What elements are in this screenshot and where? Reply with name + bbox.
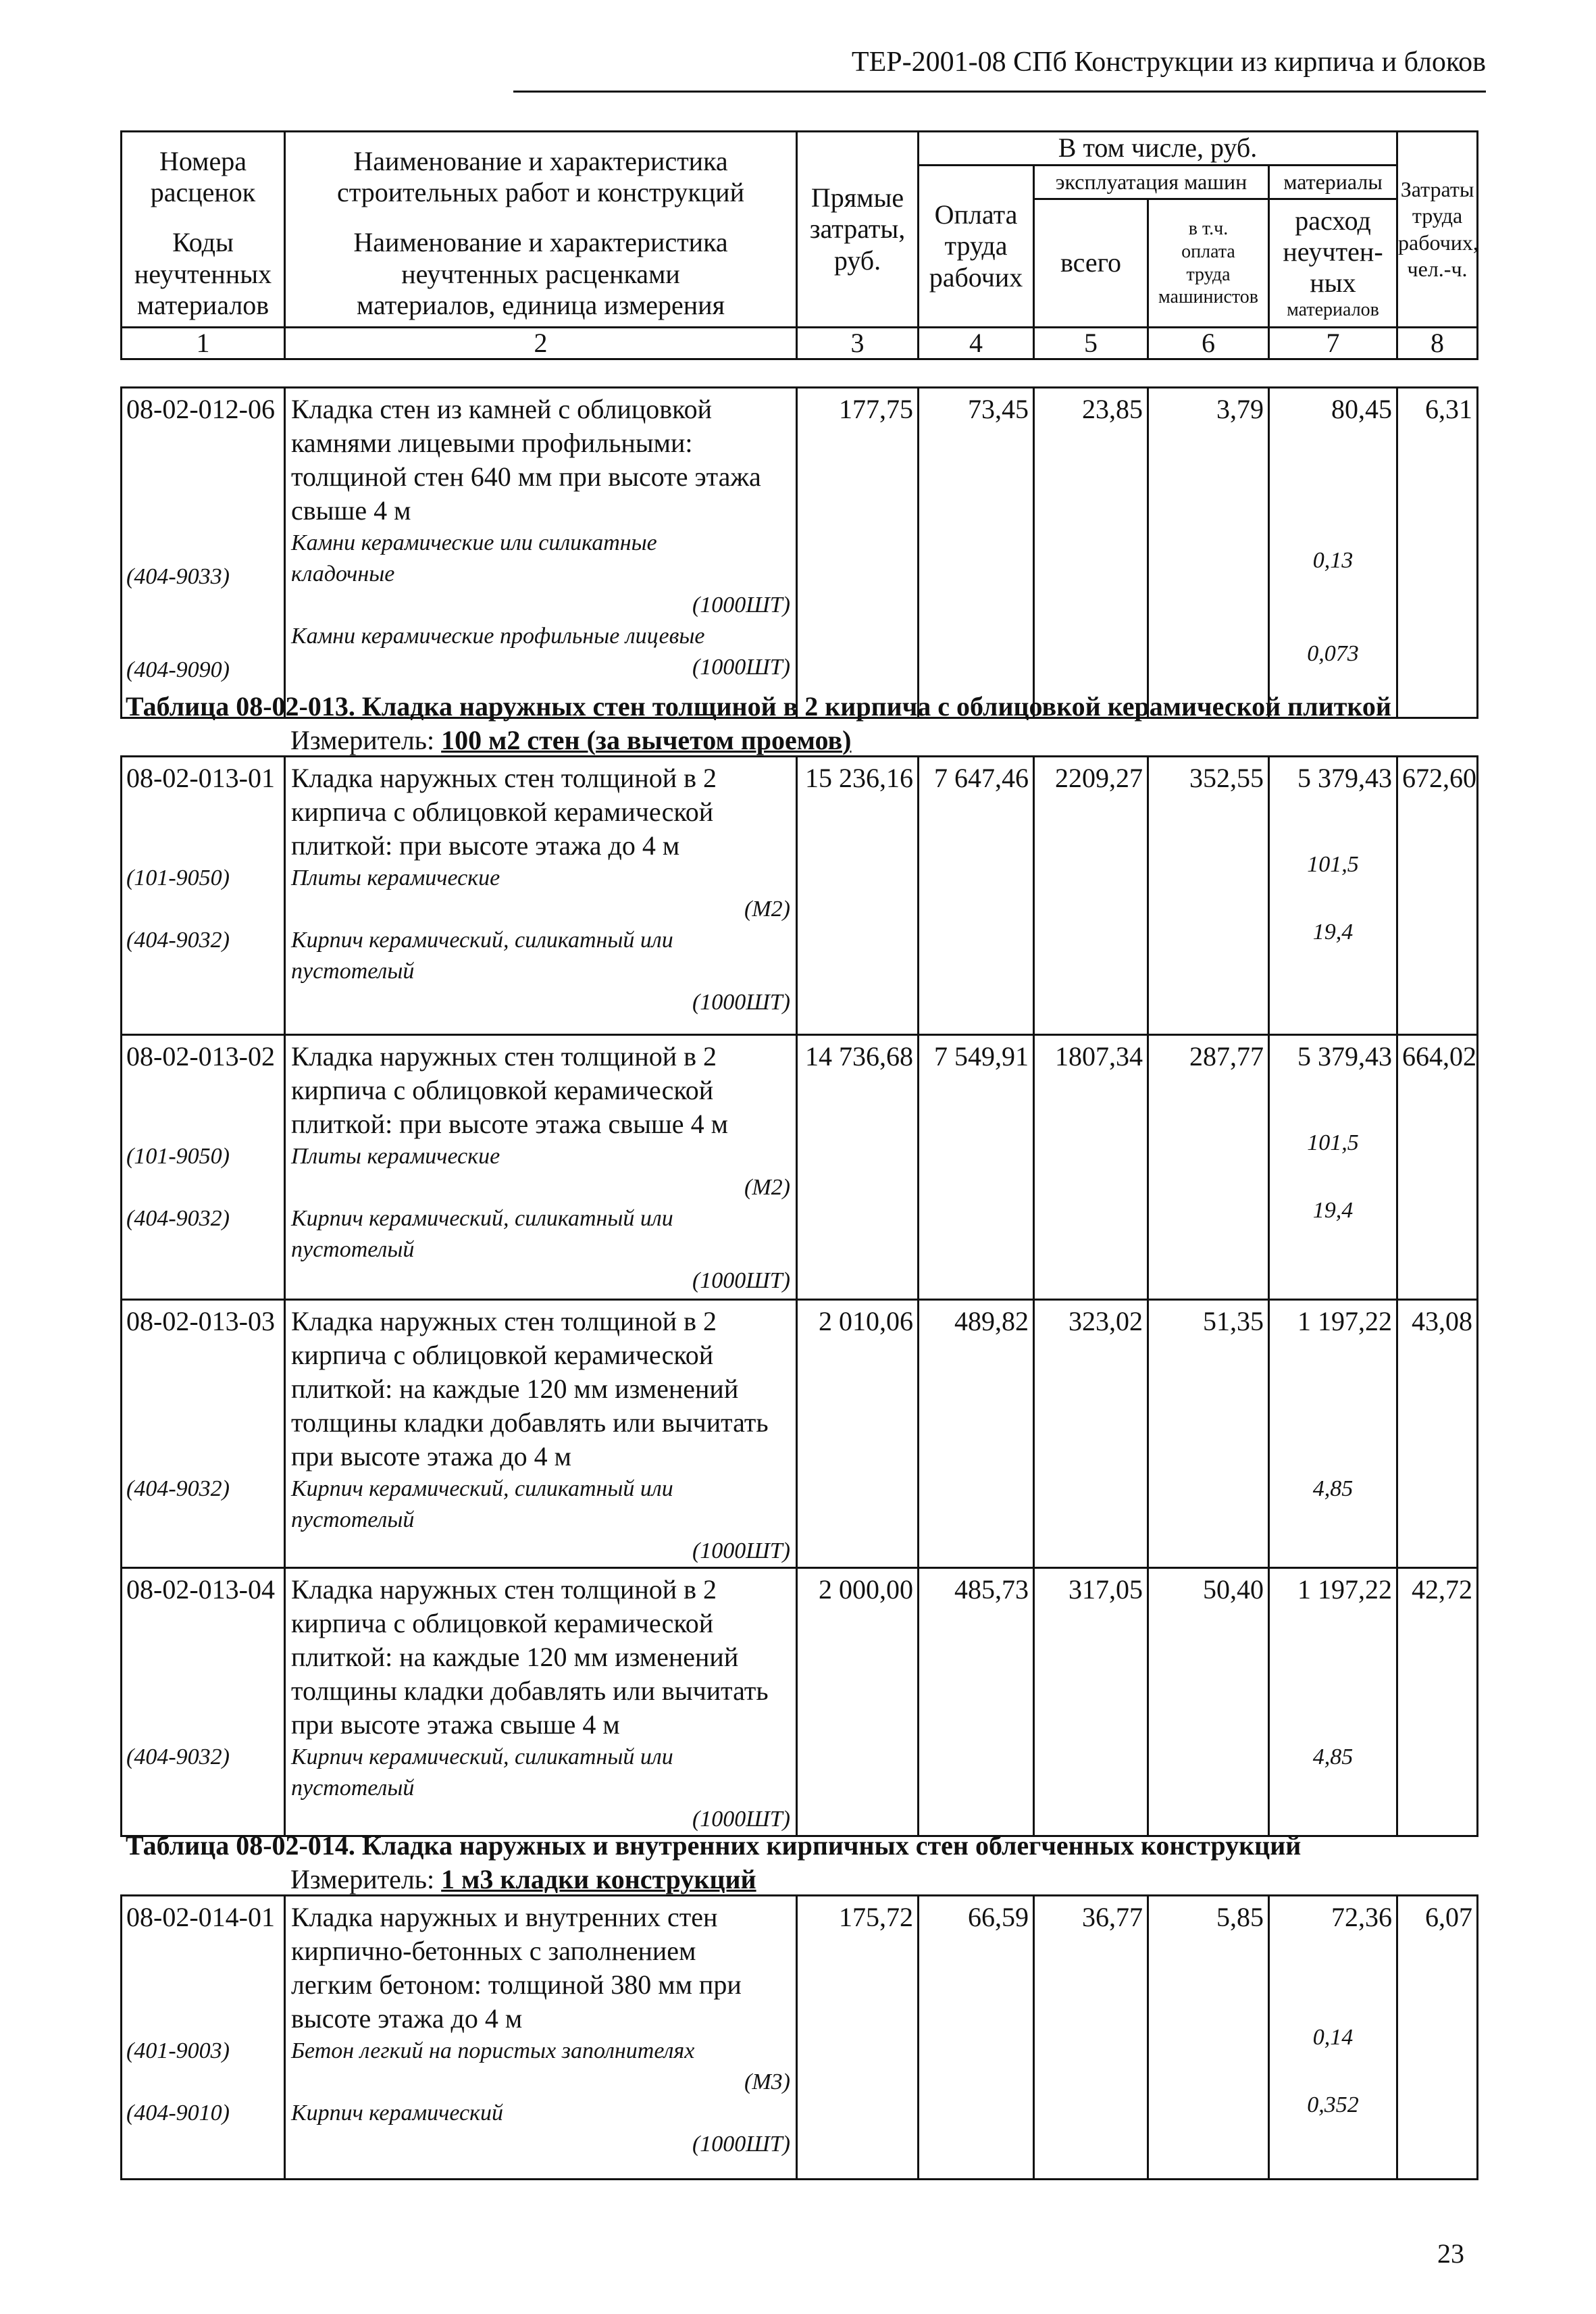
direct-cost: 2 010,06 bbox=[797, 1300, 919, 1568]
materials-cost: 5 379,43 bbox=[1297, 763, 1392, 793]
material-unit: (1000ШТ) bbox=[692, 655, 790, 680]
material-name: пустотелый bbox=[291, 1237, 415, 1262]
materials-cost-cell bbox=[1269, 1035, 1397, 1300]
rate-description-cell bbox=[285, 1300, 797, 1568]
table-title-014: Таблица 08-02-014. Кладка наружных и внутренних кирпичных стен облегченных конструкций bbox=[126, 1830, 1302, 1861]
work-description: кирпича с облицовкой керамической bbox=[291, 1075, 714, 1105]
work-description: Кладка стен из камней с облицовкой bbox=[291, 394, 712, 424]
work-description: плиткой: при высоте этажа свыше 4 м bbox=[291, 1109, 728, 1139]
column-number: 6 bbox=[1148, 328, 1269, 359]
material-code: (404-9032) bbox=[126, 1476, 230, 1501]
work-description: Кладка наружных и внутренних стен bbox=[291, 1902, 718, 1932]
material-quantity: 19,4 bbox=[1312, 1198, 1354, 1223]
material-name: Кирпич керамический, силикатный или bbox=[291, 928, 673, 953]
work-description: Кладка наружных стен толщиной в 2 bbox=[291, 1574, 717, 1605]
material-name: Плиты керамические bbox=[291, 865, 500, 890]
work-description: Кладка наружных стен толщиной в 2 bbox=[291, 763, 717, 793]
material-name: пустотелый bbox=[291, 1776, 415, 1801]
rate-code: 08-02-013-04 bbox=[126, 1574, 275, 1605]
labor-cost: 7 647,46 bbox=[919, 757, 1034, 1035]
direct-cost: 177,75 bbox=[797, 388, 919, 718]
material-code: (404-9032) bbox=[126, 1744, 230, 1769]
column-header-table bbox=[120, 130, 1478, 360]
material-quantity: 4,85 bbox=[1312, 1744, 1354, 1769]
material-quantity: 4,85 bbox=[1312, 1476, 1354, 1501]
material-code: (401-9003) bbox=[126, 2038, 230, 2063]
material-unit: (М2) bbox=[744, 897, 790, 922]
materials-cost: 5 379,43 bbox=[1297, 1041, 1392, 1072]
labor-hours: 42,72 bbox=[1397, 1568, 1478, 1836]
material-quantity: 101,5 bbox=[1307, 1130, 1359, 1155]
machine-operator-cost: 287,77 bbox=[1148, 1035, 1269, 1300]
machine-operator-cost: 51,35 bbox=[1148, 1300, 1269, 1568]
material-name: Кирпич керамический, силикатный или bbox=[291, 1206, 673, 1231]
running-head: ТЕР-2001-08 СПб Конструкции из кирпича и блоков bbox=[851, 47, 1486, 78]
rate-code-cell bbox=[122, 1568, 285, 1836]
rate-description-cell bbox=[285, 1035, 797, 1300]
material-code: (404-9090) bbox=[126, 657, 230, 682]
work-description: плиткой: при высоте этажа до 4 м bbox=[291, 830, 680, 861]
materials-cost: 1 197,22 bbox=[1297, 1306, 1392, 1336]
machine-operator-cost: 5,85 bbox=[1148, 1896, 1269, 2180]
labor-hours: 43,08 bbox=[1397, 1300, 1478, 1568]
col2-header-bottom: Наименование и характеристика неучтенных расценками материалов, единица измерения bbox=[285, 222, 797, 328]
rate-block-08-02-012-06 bbox=[120, 386, 1478, 719]
material-name: пустотелый bbox=[291, 1507, 415, 1532]
machine-cost-total: 2209,27 bbox=[1034, 757, 1148, 1035]
rate-code-cell bbox=[122, 1035, 285, 1300]
rate-description-cell bbox=[285, 1896, 797, 2180]
material-name: Кирпич керамический bbox=[291, 2101, 504, 2126]
material-code: (404-9033) bbox=[126, 564, 230, 589]
page-number: 23 bbox=[1437, 2238, 1464, 2269]
material-unit: (1000ШТ) bbox=[692, 1268, 790, 1293]
rate-description-cell bbox=[285, 388, 797, 718]
column-number: 1 bbox=[122, 328, 285, 359]
rate-row bbox=[122, 1568, 1478, 1836]
direct-cost: 15 236,16 bbox=[797, 757, 919, 1035]
material-code: (404-9032) bbox=[126, 1206, 230, 1231]
col6-header: в т.ч. оплата труда машинистов bbox=[1148, 199, 1269, 328]
machine-operator-cost: 50,40 bbox=[1148, 1568, 1269, 1836]
material-name: Кирпич керамический, силикатный или bbox=[291, 1476, 673, 1501]
material-name: Бетон легкий на пористых заполнителях bbox=[291, 2038, 695, 2063]
material-code: (101-9050) bbox=[126, 865, 230, 890]
material-unit: (1000ШТ) bbox=[692, 990, 790, 1015]
rate-code: 08-02-013-02 bbox=[126, 1041, 275, 1072]
column-number: 2 bbox=[285, 328, 797, 359]
materials-cost: 80,45 bbox=[1331, 394, 1392, 424]
work-description: толщины кладки добавлять или вычитать bbox=[291, 1407, 769, 1438]
material-unit: (1000ШТ) bbox=[692, 593, 790, 618]
rate-code: 08-02-013-03 bbox=[126, 1306, 275, 1336]
work-description: кирпича с облицовкой керамической bbox=[291, 797, 714, 827]
materials-cost: 1 197,22 bbox=[1297, 1574, 1392, 1605]
work-description: Кладка наружных стен толщиной в 2 bbox=[291, 1041, 717, 1072]
machine-cost-total: 36,77 bbox=[1034, 1896, 1148, 2180]
labor-cost: 66,59 bbox=[919, 1896, 1034, 2180]
machine-cost-total: 323,02 bbox=[1034, 1300, 1148, 1568]
column-number-row bbox=[122, 328, 1478, 359]
column-number: 7 bbox=[1269, 328, 1397, 359]
work-description: высоте этажа до 4 м bbox=[291, 2003, 523, 2034]
col7-header: расход неучтен- ных материалов bbox=[1269, 199, 1397, 328]
column-number: 8 bbox=[1397, 328, 1478, 359]
rate-row bbox=[122, 1896, 1478, 2180]
rate-code-cell bbox=[122, 1896, 285, 2180]
material-code: (404-9032) bbox=[126, 928, 230, 953]
material-unit: (М2) bbox=[744, 1175, 790, 1200]
measure-label: Измеритель: bbox=[290, 1864, 435, 1894]
material-name: Камни керамические профильные лицевые bbox=[291, 624, 705, 649]
direct-cost: 14 736,68 bbox=[797, 1035, 919, 1300]
labor-hours: 672,60 bbox=[1397, 757, 1478, 1035]
column-number: 5 bbox=[1034, 328, 1148, 359]
work-description: камнями лицевыми профильными: bbox=[291, 428, 693, 458]
work-description: легким бетоном: толщиной 380 мм при bbox=[291, 1969, 742, 2000]
labor-cost: 73,45 bbox=[919, 388, 1034, 718]
col5-header: всего bbox=[1034, 199, 1148, 328]
column-number: 3 bbox=[797, 328, 919, 359]
rate-code: 08-02-014-01 bbox=[126, 1902, 275, 1932]
work-description: Кладка наружных стен толщиной в 2 bbox=[291, 1306, 717, 1336]
labor-cost: 485,73 bbox=[919, 1568, 1034, 1836]
work-description: кирпича с облицовкой керамической bbox=[291, 1608, 714, 1638]
material-unit: (1000ШТ) bbox=[692, 2132, 790, 2157]
table-014 bbox=[120, 1894, 1478, 2180]
measure-013 bbox=[290, 724, 851, 756]
col2-header-top: Наименование и характеристика строительных работ и конструкций bbox=[285, 132, 797, 222]
direct-cost: 2 000,00 bbox=[797, 1568, 919, 1836]
materials-cost-cell bbox=[1269, 1300, 1397, 1568]
materials-cost: 72,36 bbox=[1331, 1902, 1392, 1932]
material-quantity: 0,073 bbox=[1307, 641, 1359, 666]
rate-row bbox=[122, 388, 1478, 718]
machine-operator-cost: 3,79 bbox=[1148, 388, 1269, 718]
machine-operator-cost: 352,55 bbox=[1148, 757, 1269, 1035]
work-description: плиткой: на каждые 120 мм изменений bbox=[291, 1374, 739, 1404]
col4-header: Оплата труда рабочих bbox=[919, 166, 1034, 328]
material-name: Кирпич керамический, силикатный или bbox=[291, 1744, 673, 1769]
rate-code-cell bbox=[122, 757, 285, 1035]
labor-cost: 489,82 bbox=[919, 1300, 1034, 1568]
rate-description-cell bbox=[285, 1568, 797, 1836]
direct-cost: 175,72 bbox=[797, 1896, 919, 2180]
work-description: кирпично-бетонных с заполнением bbox=[291, 1936, 696, 1966]
work-description: свыше 4 м bbox=[291, 495, 411, 526]
col8-header: Затраты труда рабочих, чел.-ч. bbox=[1397, 132, 1478, 328]
material-quantity: 0,13 bbox=[1312, 548, 1354, 573]
rate-row bbox=[122, 757, 1478, 1035]
rate-code-cell bbox=[122, 1300, 285, 1568]
column-number: 4 bbox=[919, 328, 1034, 359]
measure-014 bbox=[290, 1863, 756, 1895]
measure-value: 100 м2 стен (за вычетом проемов) bbox=[441, 725, 852, 755]
machine-cost-total: 23,85 bbox=[1034, 388, 1148, 718]
measure-value: 1 м3 кладки конструкций bbox=[441, 1864, 756, 1894]
col3-header: Прямые затраты, руб. bbox=[797, 132, 919, 328]
material-name: пустотелый bbox=[291, 959, 415, 984]
material-quantity: 101,5 bbox=[1307, 852, 1359, 877]
rate-row bbox=[122, 1035, 1478, 1300]
group-header: В том числе, руб. bbox=[919, 132, 1397, 166]
measure-label: Измеритель: bbox=[290, 725, 435, 755]
rate-code: 08-02-012-06 bbox=[126, 394, 275, 424]
machines-header: эксплуатация машин bbox=[1034, 166, 1269, 199]
materials-header: материалы bbox=[1269, 166, 1397, 199]
col1-header-top: Номера расценок bbox=[122, 132, 285, 222]
materials-cost-cell bbox=[1269, 388, 1397, 718]
material-quantity: 0,14 bbox=[1312, 2025, 1354, 2050]
work-description: при высоте этажа до 4 м bbox=[291, 1441, 571, 1472]
material-code: (404-9010) bbox=[126, 2101, 230, 2126]
material-name: кладочные bbox=[291, 561, 395, 586]
machine-cost-total: 1807,34 bbox=[1034, 1035, 1148, 1300]
labor-hours: 664,02 bbox=[1397, 1035, 1478, 1300]
material-unit: (1000ШТ) bbox=[692, 1807, 790, 1832]
material-quantity: 19,4 bbox=[1312, 920, 1354, 945]
running-head-rule bbox=[513, 91, 1486, 93]
table-013 bbox=[120, 755, 1478, 1837]
work-description: толщины кладки добавлять или вычитать bbox=[291, 1676, 769, 1706]
material-unit: (1000ШТ) bbox=[692, 1538, 790, 1563]
labor-cost: 7 549,91 bbox=[919, 1035, 1034, 1300]
material-name: Камни керамические или силикатные bbox=[291, 530, 657, 555]
materials-cost-cell bbox=[1269, 757, 1397, 1035]
col1-header-bottom: Коды неучтенных материалов bbox=[122, 222, 285, 328]
machine-cost-total: 317,05 bbox=[1034, 1568, 1148, 1836]
rate-row bbox=[122, 1300, 1478, 1568]
materials-cost-cell bbox=[1269, 1896, 1397, 2180]
rate-code: 08-02-013-01 bbox=[126, 763, 275, 793]
material-unit: (М3) bbox=[744, 2069, 790, 2094]
work-description: плиткой: на каждые 120 мм изменений bbox=[291, 1642, 739, 1672]
materials-cost-cell bbox=[1269, 1568, 1397, 1836]
table-title-013: Таблица 08-02-013. Кладка наружных стен толщиной в 2 кирпича с облицовкой керамической плиткой bbox=[126, 691, 1391, 722]
material-name: Плиты керамические bbox=[291, 1144, 500, 1169]
material-code: (101-9050) bbox=[126, 1144, 230, 1169]
material-quantity: 0,352 bbox=[1307, 2092, 1359, 2117]
work-description: при высоте этажа свыше 4 м bbox=[291, 1709, 620, 1740]
work-description: кирпича с облицовкой керамической bbox=[291, 1340, 714, 1370]
rate-description-cell bbox=[285, 757, 797, 1035]
labor-hours: 6,31 bbox=[1397, 388, 1478, 718]
work-description: толщиной стен 640 мм при высоте этажа bbox=[291, 461, 761, 492]
rate-code-cell bbox=[122, 388, 285, 718]
labor-hours: 6,07 bbox=[1397, 1896, 1478, 2180]
